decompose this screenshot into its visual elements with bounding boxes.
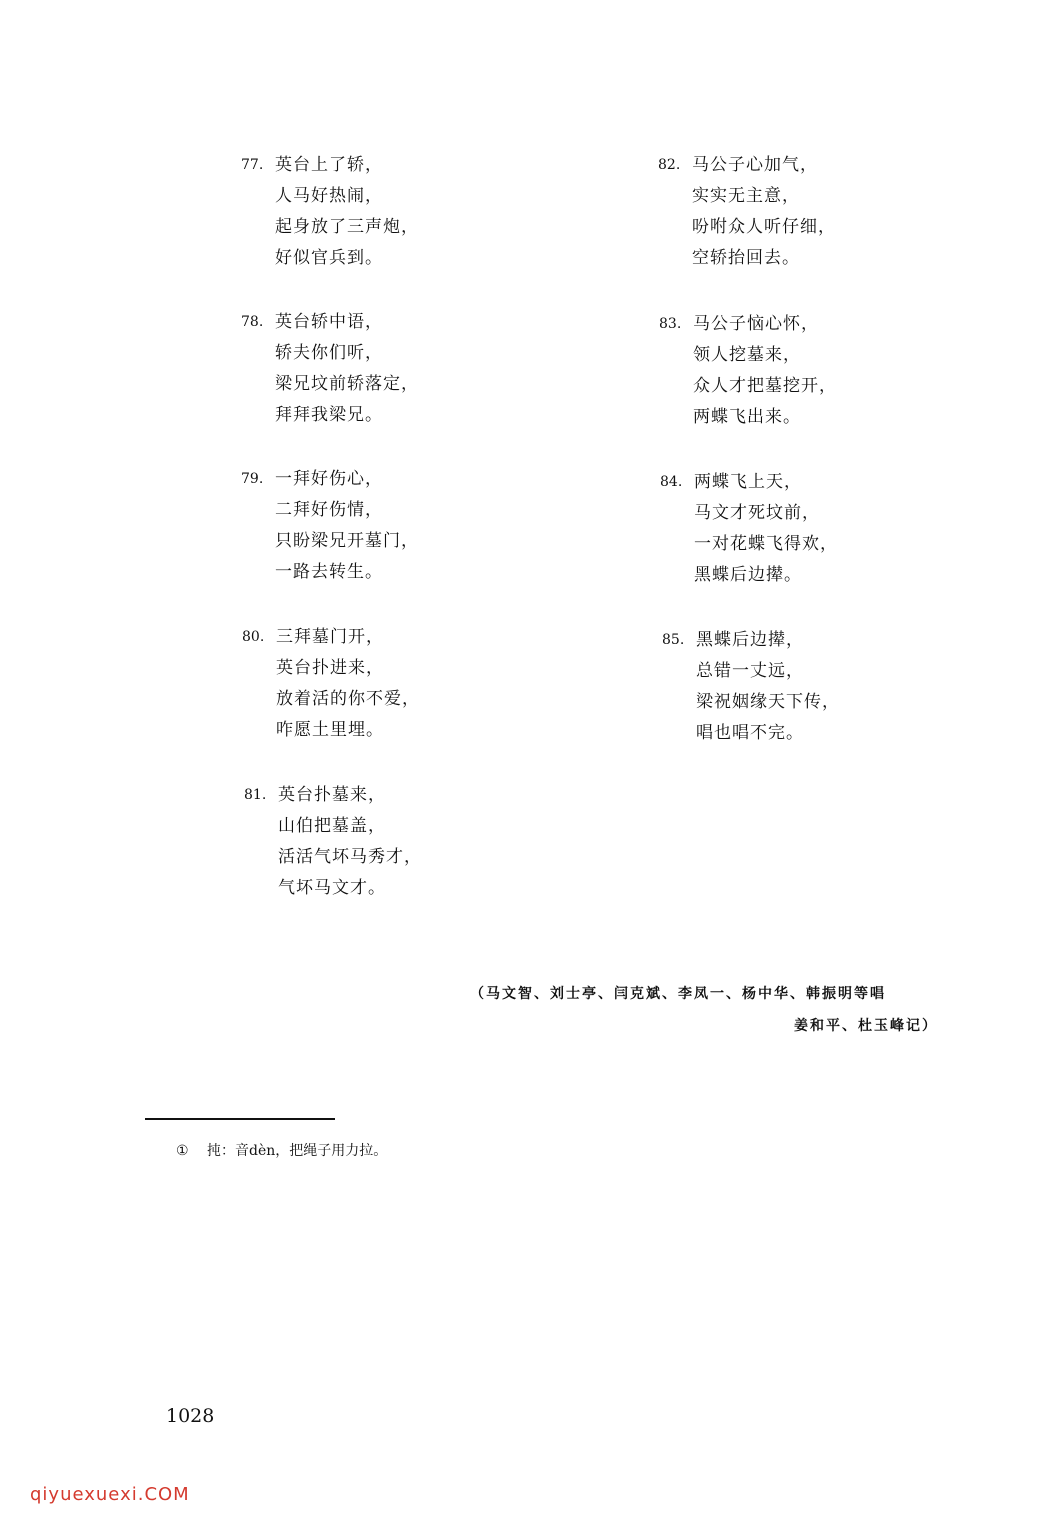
verse-line: 山伯把墓盖， [278, 816, 386, 836]
verse-line: 实实无主意， [692, 186, 800, 206]
verse-line: 二拜好伤情， [275, 500, 383, 520]
verse-line: 黑蝶后边撵， [696, 630, 804, 650]
verse-line: 起身放了三声炮， [275, 217, 419, 237]
verse-line: 人马好热闹， [275, 186, 383, 206]
verse-79 [241, 464, 419, 588]
watermark: qiyuexuexi.COM [30, 1484, 190, 1505]
footnote-text: 扽：音dèn，把绳子用力拉。 [207, 1143, 388, 1159]
verse-line: 放着活的你不爱， [276, 689, 420, 709]
page-number: 1028 [166, 1405, 215, 1427]
verse-line: 咋愿土里埋。 [276, 720, 384, 740]
verse-line: 马文才死坟前， [694, 503, 820, 523]
credit-line-2: 姜和平、杜玉峰记） [794, 1018, 938, 1034]
verse-line: 唱也唱不完。 [696, 723, 804, 743]
verse-line: 英台轿中语， [275, 312, 383, 332]
verse-line: 总错一丈远， [696, 661, 804, 681]
verse-line: 一拜好伤心， [275, 469, 383, 489]
verse-number: 84. [660, 474, 683, 490]
verse-line: 只盼梁兄开墓门， [275, 531, 419, 551]
verse-line: 英台扑墓来， [278, 785, 386, 805]
verse-line: 吩咐众人听仔细， [692, 217, 836, 237]
verse-number: 80. [242, 629, 265, 645]
verse-number: 79. [241, 471, 264, 487]
verse-number: 85. [662, 632, 685, 648]
verse-number: 77. [241, 157, 264, 173]
verse-78 [241, 307, 419, 431]
verse-line: 英台扑进来， [276, 658, 384, 678]
verse-80 [242, 622, 420, 746]
verse-84 [660, 467, 838, 591]
verse-85 [662, 625, 840, 749]
verse-line: 气坏马文才。 [278, 878, 386, 898]
verse-line: 好似官兵到。 [275, 248, 383, 268]
verse-line: 领人挖墓来， [693, 345, 801, 365]
verse-number: 83. [659, 316, 682, 332]
verse-line: 三拜墓门开， [276, 627, 384, 647]
credit-line-1: （马文智、刘士亭、闫克斌、李凤一、杨中华、韩振明等唱 [470, 986, 886, 1002]
verse-77 [241, 150, 419, 274]
footnote-mark: ① [176, 1143, 189, 1159]
verse-line: 众人才把墓挖开， [693, 376, 837, 396]
verse-line: 一对花蝶飞得欢， [694, 534, 838, 554]
verse-82 [658, 150, 836, 274]
verse-line: 黑蝶后边撵。 [694, 565, 802, 585]
verse-line: 一路去转生。 [275, 562, 383, 582]
verse-line: 梁兄坟前轿落定， [275, 374, 419, 394]
verse-line: 马公子恼心怀， [693, 314, 819, 334]
verse-line: 马公子心加气， [692, 155, 818, 175]
verse-line: 活活气坏马秀才， [278, 847, 422, 867]
verse-number: 82. [658, 157, 681, 173]
verse-line: 两蝶飞上天， [694, 472, 802, 492]
footnote-divider [145, 1118, 335, 1120]
verse-81 [244, 780, 422, 904]
verse-line: 英台上了轿， [275, 155, 383, 175]
verse-line: 空轿抬回去。 [692, 248, 800, 268]
verse-line: 两蝶飞出来。 [693, 407, 801, 427]
verse-number: 81. [244, 787, 267, 803]
verse-line: 梁祝姻缘天下传， [696, 692, 840, 712]
verse-number: 78. [241, 314, 264, 330]
footnote [176, 1140, 387, 1160]
verse-line: 拜拜我梁兄。 [275, 405, 383, 425]
verse-line: 轿夫你们听， [275, 343, 383, 363]
verse-83 [659, 309, 837, 433]
